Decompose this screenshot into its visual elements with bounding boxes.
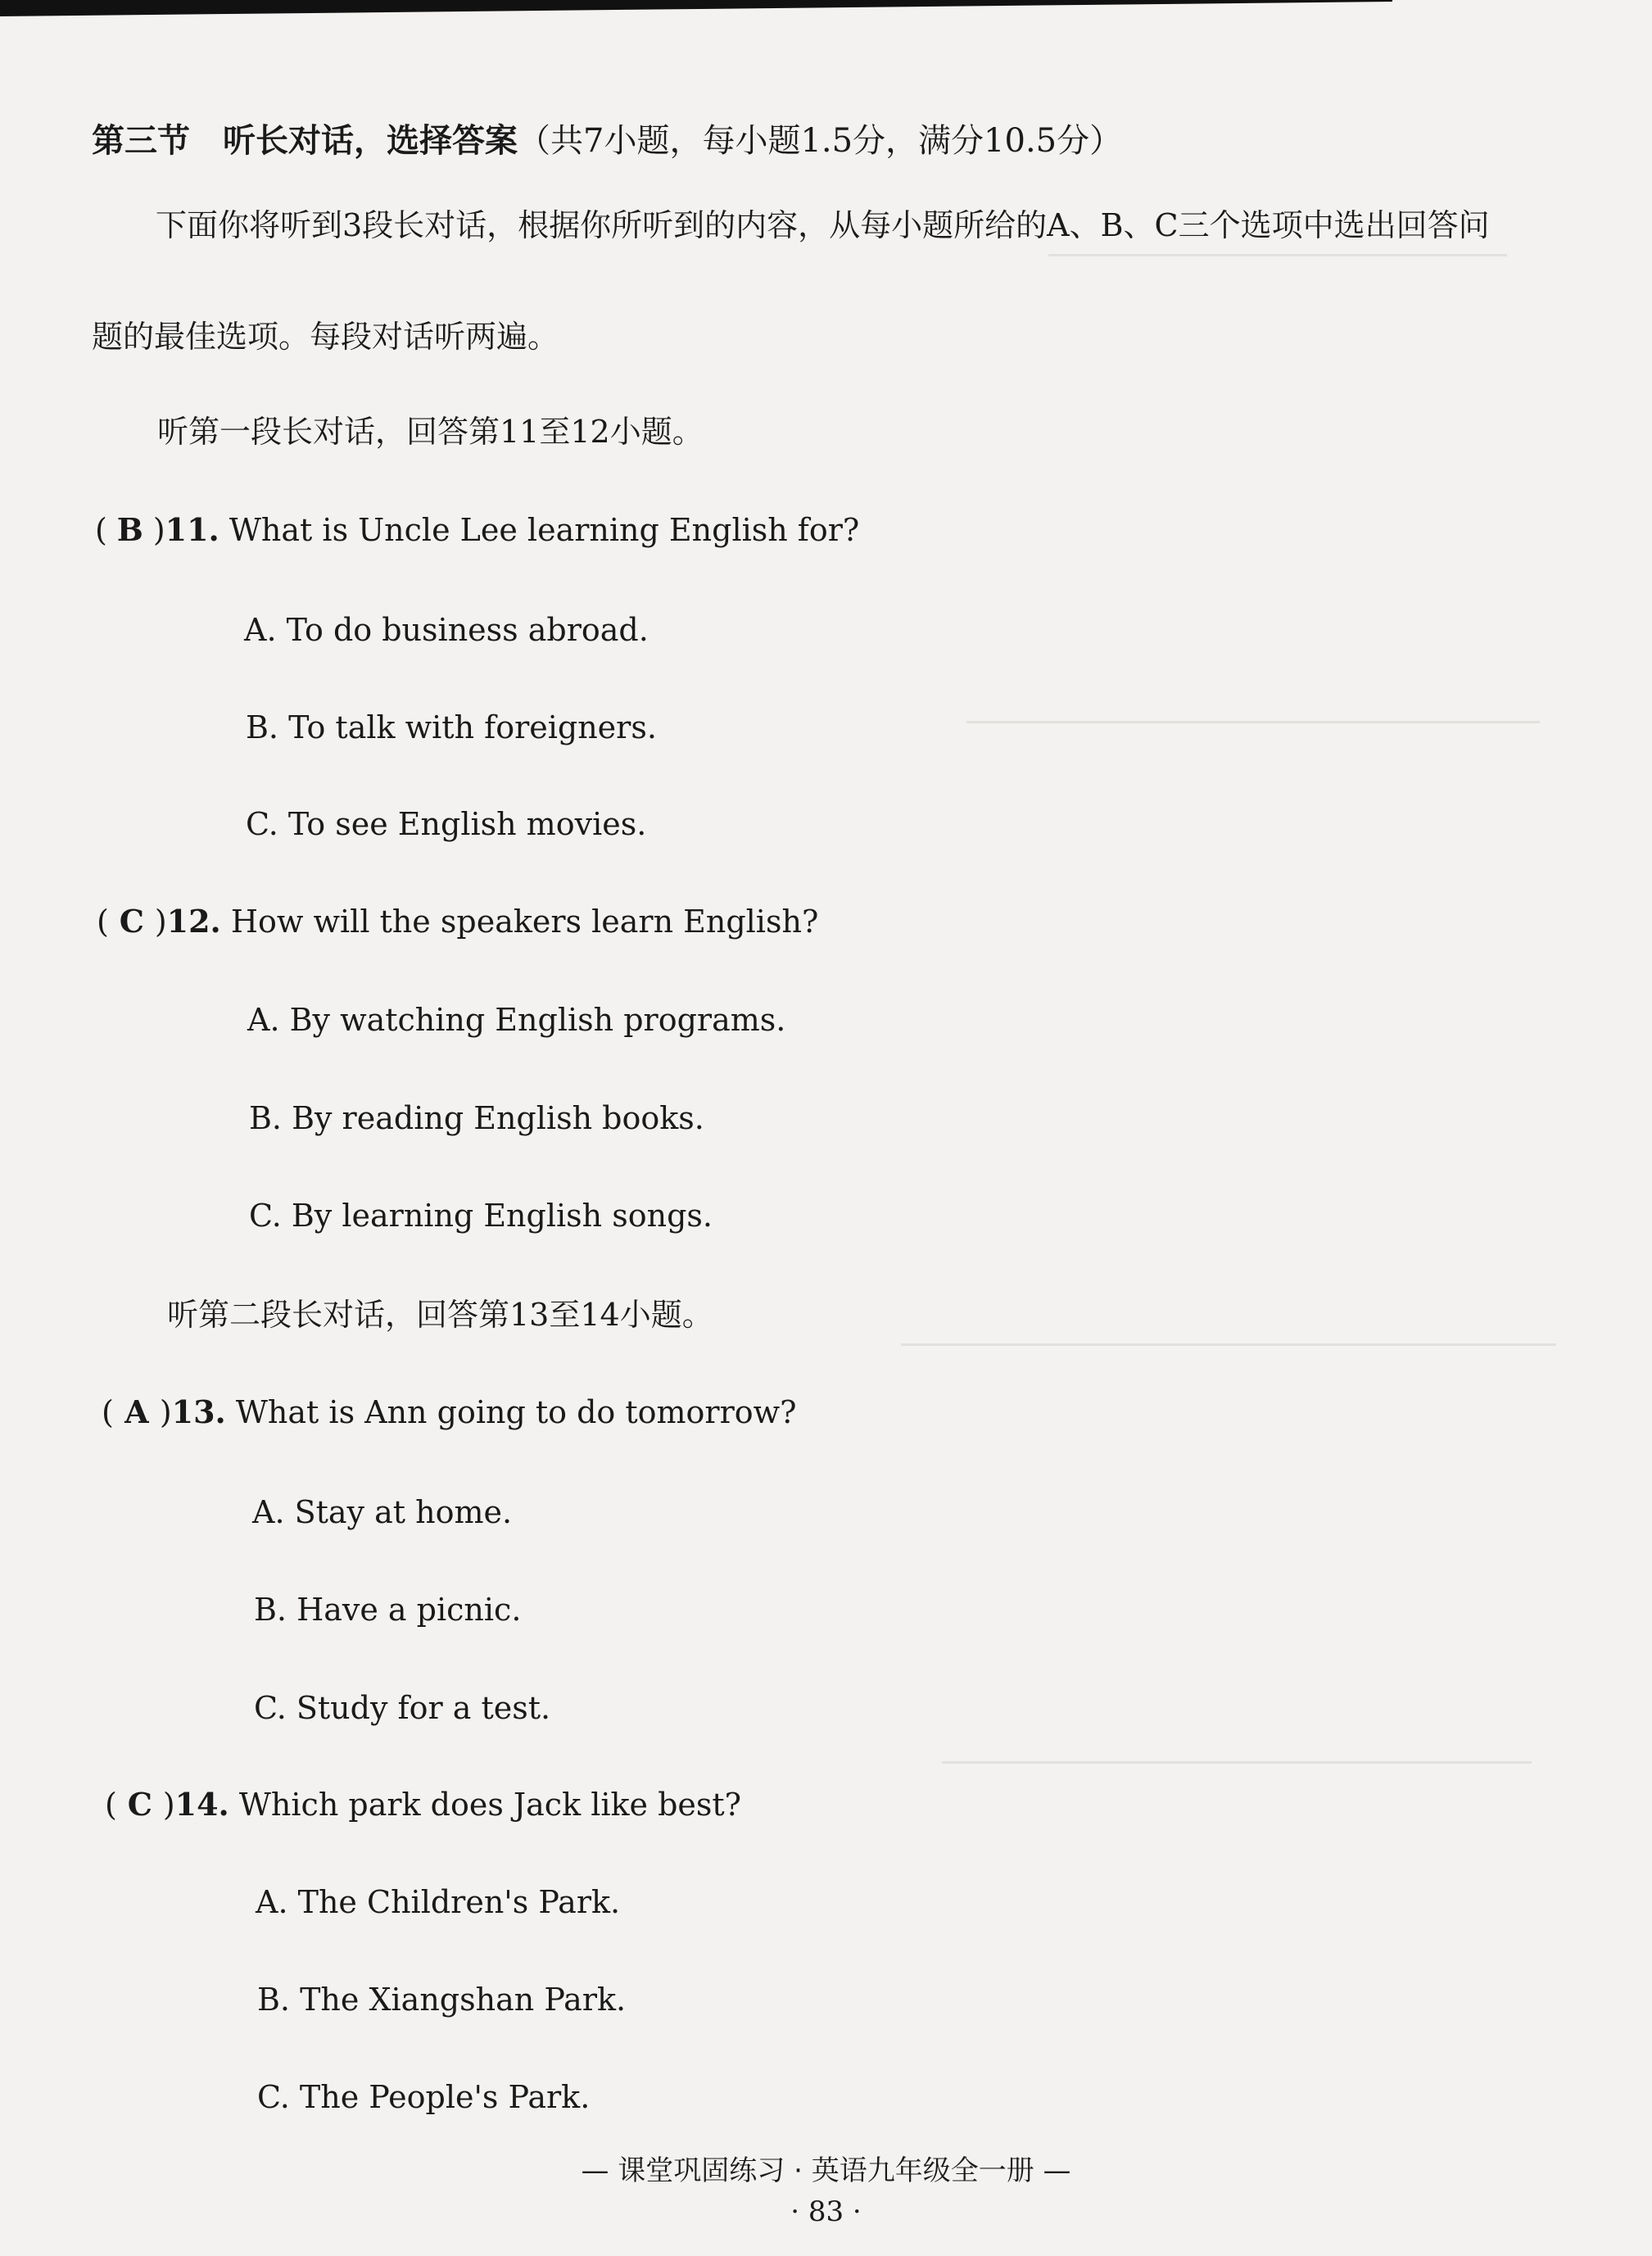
section-number: 第三节 xyxy=(92,122,190,160)
footer-book-title: — 课堂巩固练习 · 英语九年级全一册 — xyxy=(581,2154,1071,2187)
question-text: Which park does Jack like best? xyxy=(238,1787,742,1823)
question-number: 14. xyxy=(174,1786,229,1823)
option-13-c: C. Study for a test. xyxy=(254,1690,551,1726)
question-11 xyxy=(95,511,860,548)
option-13-b: B. Have a picnic. xyxy=(254,1592,522,1628)
question-answer: C xyxy=(119,903,144,940)
question-14 xyxy=(105,1786,742,1823)
dialogue-intro-2: 听第二段长对话，回答第13至14小题。 xyxy=(167,1297,713,1333)
page-number: · 83 · xyxy=(790,2195,862,2228)
answer-paren-open: ( xyxy=(97,904,109,940)
question-text: What is Uncle Lee learning English for? xyxy=(229,512,860,548)
option-11-a: A. To do business abroad. xyxy=(244,612,649,648)
answer-paren-open: ( xyxy=(102,1394,114,1430)
question-13 xyxy=(102,1393,797,1430)
bleed-through-line xyxy=(966,721,1540,723)
bleed-through-line xyxy=(1048,254,1507,256)
option-14-c: C. The People's Park. xyxy=(257,2079,591,2115)
answer-paren-close: ) xyxy=(159,1394,172,1430)
section-scoring-note: （共7小题，每小题1.5分，满分10.5分） xyxy=(518,122,1123,160)
section-header xyxy=(92,115,1122,161)
question-number: 13. xyxy=(171,1393,226,1430)
question-number: 12. xyxy=(166,903,221,940)
option-12-b: B. By reading English books. xyxy=(249,1100,704,1136)
question-number: 11. xyxy=(165,511,220,548)
instructions-line-1: 下面你将听到3段长对话，根据你所听到的内容，从每小题所给的A、B、C三个选项中选出回答问 xyxy=(156,207,1490,243)
answer-paren-open: ( xyxy=(105,1787,117,1823)
question-answer: A xyxy=(124,1393,149,1430)
option-14-b: B. The Xiangshan Park. xyxy=(257,1982,627,2018)
bleed-through-line xyxy=(901,1343,1556,1346)
instructions-line-2: 题的最佳选项。每段对话听两遍。 xyxy=(92,319,559,355)
answer-paren-close: ) xyxy=(162,1787,175,1823)
bleed-through-line xyxy=(942,1761,1532,1764)
question-answer: C xyxy=(127,1786,152,1823)
dialogue-intro-1: 听第一段长对话，回答第11至12小题。 xyxy=(157,414,704,450)
top-rule xyxy=(0,0,1392,16)
answer-paren-close: ) xyxy=(152,512,165,548)
answer-paren-open: ( xyxy=(95,512,107,548)
question-answer: B xyxy=(116,511,143,548)
section-title: 听长对话，选择答案 xyxy=(223,122,518,160)
option-14-a: A. The Children's Park. xyxy=(256,1884,621,1920)
option-13-a: A. Stay at home. xyxy=(252,1494,513,1530)
option-11-c: C. To see English movies. xyxy=(246,806,647,842)
answer-paren-close: ) xyxy=(154,904,167,940)
option-11-b: B. To talk with foreigners. xyxy=(246,709,657,745)
question-12 xyxy=(97,903,819,940)
option-12-c: C. By learning English songs. xyxy=(249,1198,713,1234)
option-12-a: A. By watching English programs. xyxy=(247,1002,786,1038)
question-text: How will the speakers learn English? xyxy=(230,904,819,940)
question-text: What is Ann going to do tomorrow? xyxy=(235,1394,797,1430)
